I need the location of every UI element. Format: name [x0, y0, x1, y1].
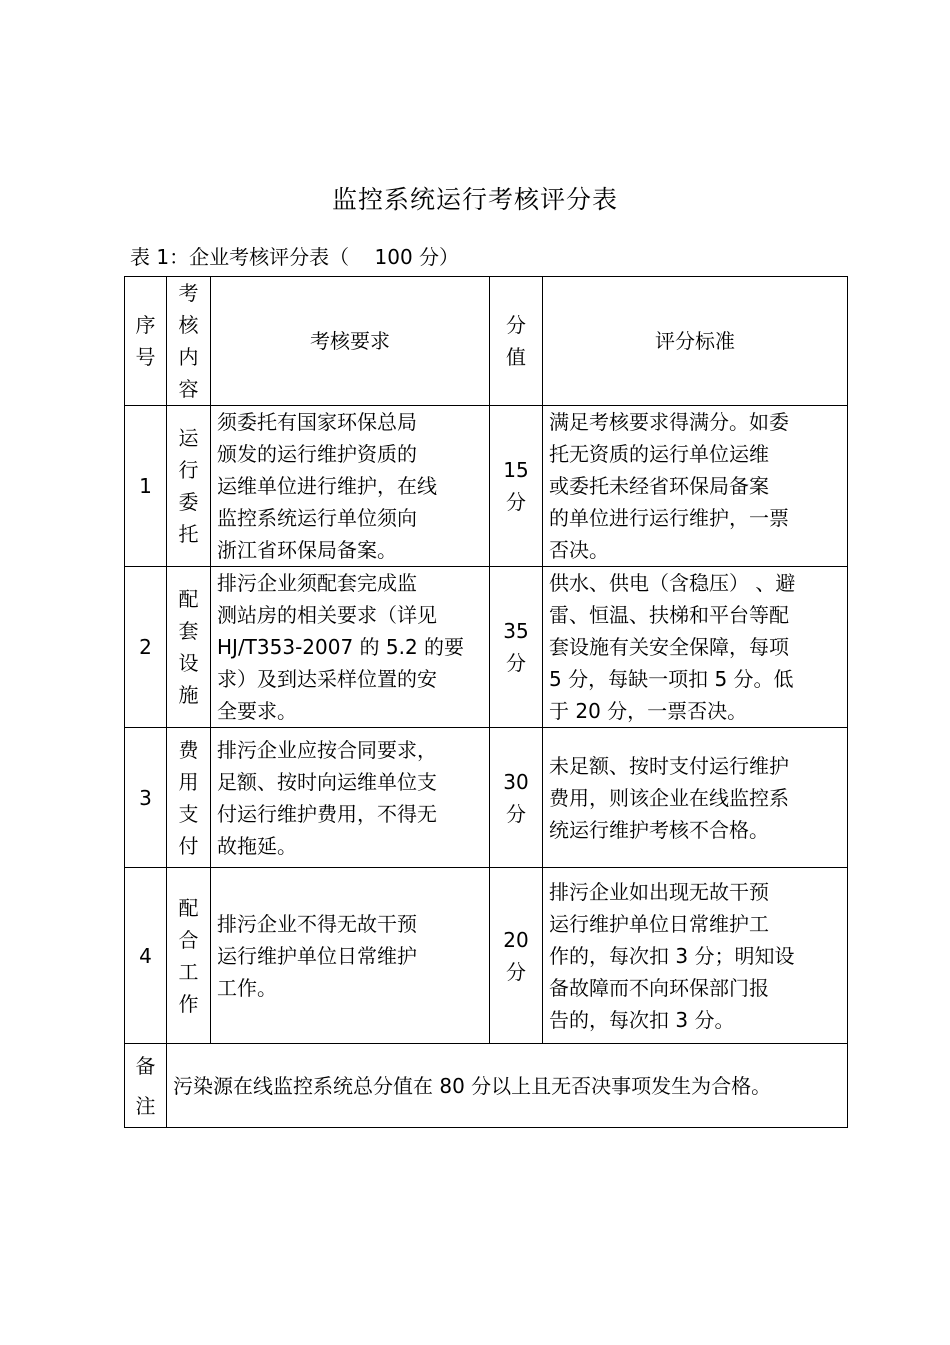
header-cell-criteria: 评分标准 — [543, 277, 848, 406]
row-criteria: 排污企业如出现无故干预 运行维护单位日常维护工 作的，每次扣 3 分；明知设 备故障而不向环保部门报 告的，每次扣 3 分。 — [543, 868, 848, 1044]
row-criteria: 未足额、按时支付运行维护 费用，则该企业在线监控系 统运行维护考核不合格。 — [543, 728, 848, 868]
row-category: 运行委托 — [167, 406, 211, 567]
row-category: 费用支付 — [167, 728, 211, 868]
table-row — [125, 406, 848, 567]
row-score: 20 分 — [490, 868, 543, 1044]
header-cell-category: 考核内容 — [167, 277, 211, 406]
row-score: 30 分 — [490, 728, 543, 868]
header-cell-score: 分值 — [490, 277, 543, 406]
note-row — [125, 1044, 848, 1128]
table-row — [125, 567, 848, 728]
note-label: 备注 — [125, 1044, 167, 1128]
row-score: 35 分 — [490, 567, 543, 728]
row-category: 配合工作 — [167, 868, 211, 1044]
header-row — [125, 277, 848, 406]
row-requirement: 排污企业应按合同要求， 足额、按时向运维单位支 付运行维护费用，不得无 故拖延。 — [211, 728, 490, 868]
row-criteria: 供水、供电（含稳压） 、避 雷、恒温、扶梯和平台等配 套设施有关安全保障，每项 5 分，每缺一项扣 5 分。低 于 20 分，一票否决。 — [543, 567, 848, 728]
row-number: 1 — [125, 406, 167, 567]
row-score: 15 分 — [490, 406, 543, 567]
table-caption: 表 1：企业考核评分表（ 100 分） — [130, 245, 460, 269]
table-row — [125, 868, 848, 1044]
row-criteria: 满足考核要求得满分。如委 托无资质的运行单位运维 或委托未经省环保局备案 的单位进行运行维护，一票 否决。 — [543, 406, 848, 567]
note-text: 污染源在线监控系统总分值在 80 分以上且无否决事项发生为合格。 — [167, 1044, 848, 1128]
document-title: 监控系统运行考核评分表 — [331, 185, 618, 214]
row-requirement: 排污企业须配套完成监 测站房的相关要求（详见 HJ/T353-2007 的 5.2 的要 求）及到达采样位置的安 全要求。 — [211, 567, 490, 728]
table-row — [125, 728, 848, 868]
score-table — [124, 276, 848, 1128]
header-cell-no: 序号 — [125, 277, 167, 406]
row-category: 配套设施 — [167, 567, 211, 728]
row-requirement: 须委托有国家环保总局 颁发的运行维护资质的 运维单位进行维护，在线 监控系统运行单位须向 浙江省环保局备案。 — [211, 406, 490, 567]
row-number: 4 — [125, 868, 167, 1044]
row-requirement: 排污企业不得无故干预 运行维护单位日常维护 工作。 — [211, 868, 490, 1044]
header-cell-requirement: 考核要求 — [211, 277, 490, 406]
row-number: 2 — [125, 567, 167, 728]
row-number: 3 — [125, 728, 167, 868]
